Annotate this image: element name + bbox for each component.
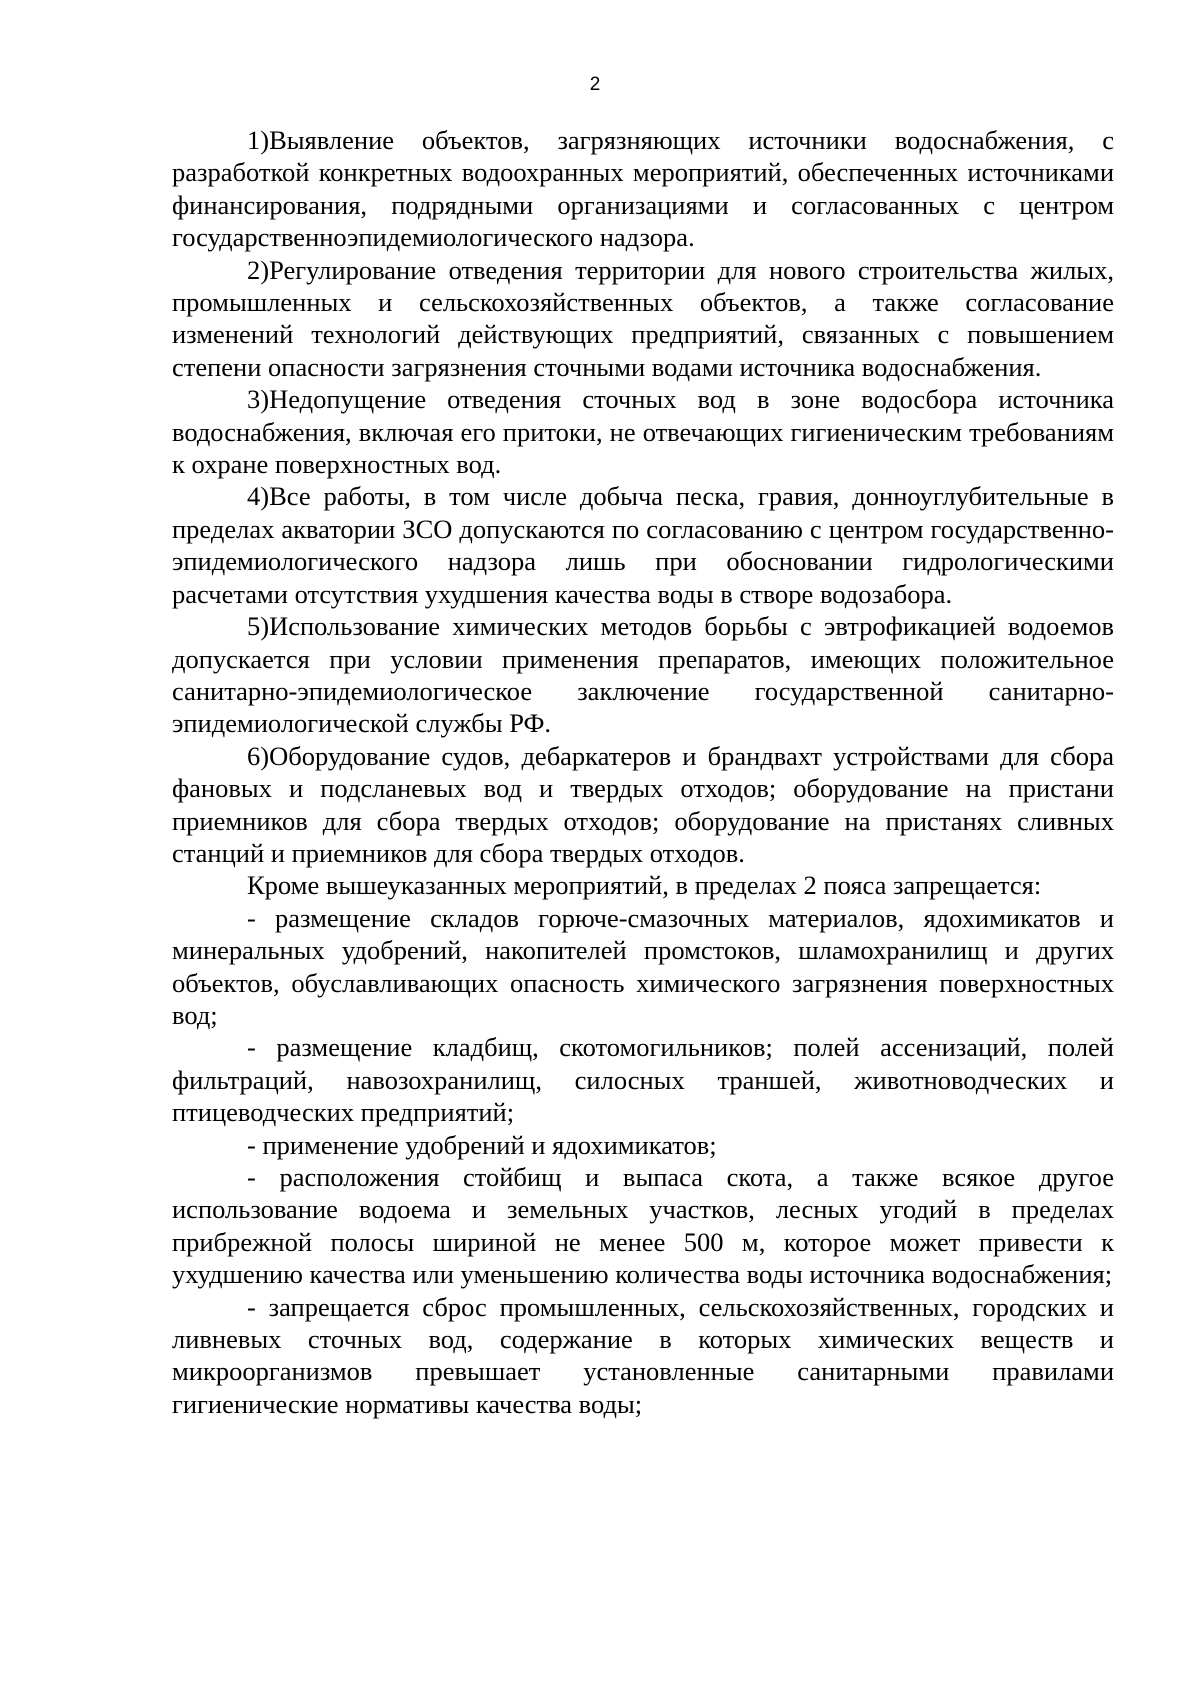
paragraph-prohibition-cemeteries: - размещение кладбищ, скотомогильников; полей ассенизаций, полей фильтраций, навозохранилищ, силосных траншей, животноводческих и птицеводческих предприятий; [172,1032,1114,1128]
paragraph-prohibition-storage: - размещение складов горюче-смазочных материалов, ядохимикатов и минеральных удобрений, накопителей промстоков, шламохранилищ и других объектов, обуславливающих опасность химического загрязнения поверхностных вод; [172,902,1114,1030]
paragraph-measure-1: 1)Выявление объектов, загрязняющих источники водоснабжения, с разработкой конкретных водоохранных мероприятий, обеспеченных источниками финансирования, подрядными организациями и согласованных с центром государственноэпидемиологического надзора. [172,125,1114,253]
document-body [172,124,1114,1420]
paragraph-prohibition-discharge: - запрещается сброс промышленных, сельскохозяйственных, городских и ливневых сточных вод, содержание в которых химических веществ и микроорганизмов превышает установленные санитарными правилами гигиенические нормативы качества воды; [172,1291,1114,1419]
paragraph-measure-3: 3)Недопущение отведения сточных вод в зоне водосбора источника водоснабжения, включая его притоки, не отвечающих гигиеническим требованиям к охране поверхностных вод. [172,384,1114,480]
paragraph-prohibitions-intro: Кроме вышеуказанных мероприятий, в пределах 2 пояса запрещается: [247,870,1042,901]
page-number: 2 [589,74,601,95]
paragraph-measure-6: 6)Оборудование судов, дебаркатеров и брандвахт устройствами для сбора фановых и подсланевых вод и твердых отходов; оборудование на пристани приемников для сбора твердых отходов; оборудование на пристанях сливных станций и приемников для сбора твердых отходов. [172,740,1114,868]
paragraph-measure-2: 2)Регулирование отведения территории для нового строительства жилых, промышленных и сельскохозяйственных объектов, а также согласование изменений технологий действующих предприятий, связанных с повышением степени опасности загрязнения сточными водами источника водоснабжения. [172,254,1114,382]
paragraph-measure-5: 5)Использование химических методов борьбы с эвтрофикацией водоемов допускается при условии применения препаратов, имеющих положительное санитарно-эпидемиологическое заключение государственной санитарно-эпидемиологической службы РФ. [172,611,1114,739]
paragraph-prohibition-fertilizers: - применение удобрений и ядохимикатов; [247,1129,717,1160]
paragraph-measure-4: 4)Все работы, в том числе добыча песка, гравия, донноуглубительные в пределах акватории ЗСО допускаются по согласованию с центром государственно-эпидемиологического надзора лишь при обосновании гидрологическими расчетами отсутствия ухудшения качества воды в створе водозабора. [172,481,1114,609]
paragraph-prohibition-grazing: - расположения стойбищ и выпаса скота, а также всякое другое использование водоема и земельных участков, лесных угодий в пределах прибрежной полосы шириной не менее 500 м, которое может привести к ухудшению качества или уменьшению количества воды источника водоснабжения; [172,1162,1114,1290]
